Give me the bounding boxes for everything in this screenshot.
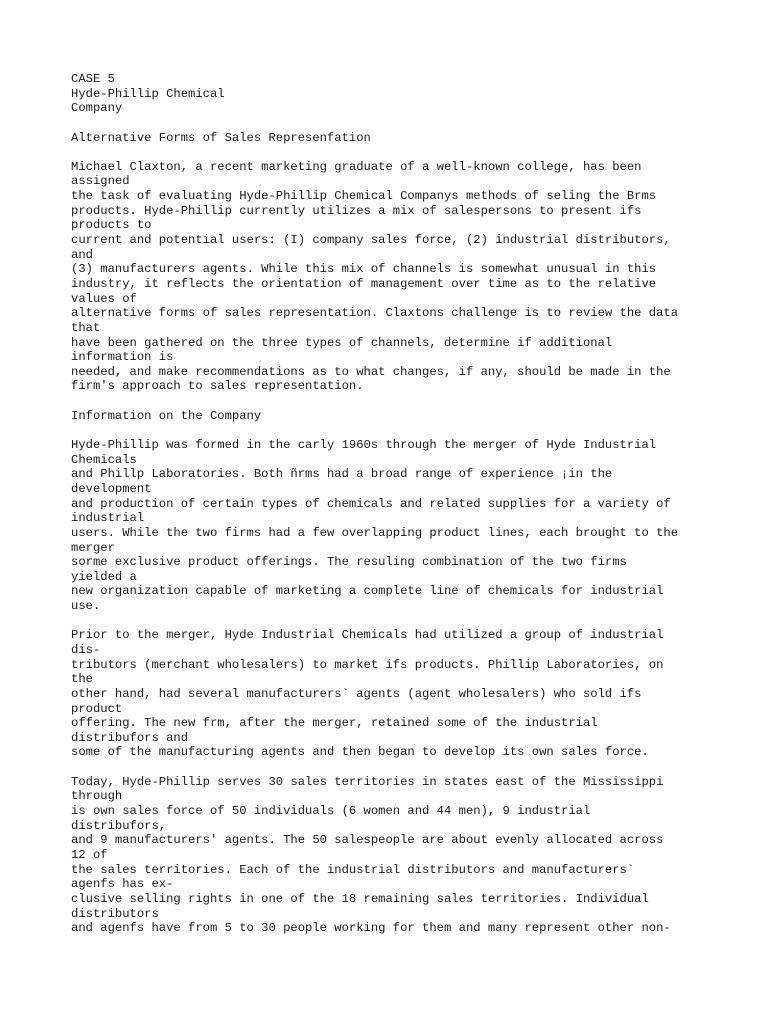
text-line: dis- xyxy=(71,642,101,657)
text-line: and Phillp Laboratories. Both ñrms had a broad range of experience ¡in the xyxy=(71,467,613,482)
text-line: (3) manufacturers agents. While this mix of channels is somewhat unusual in this xyxy=(71,262,657,277)
case-number: CASE 5 xyxy=(71,72,115,86)
text-line: sorme exclusive product offerings. The resuling combination of the two firms xyxy=(71,555,627,570)
text-line: is own sales force of 50 individuals (6 women and 44 men), 9 industrial xyxy=(71,804,591,819)
text-line: development xyxy=(71,481,152,496)
text-line: the task of evaluating Hyde-Phillip Chemical Companys methods of seling the Brms xyxy=(71,189,657,204)
text-line: product xyxy=(71,701,123,716)
text-line: current and potential users: (I) company sales force, (2) industrial distributors, xyxy=(71,233,671,248)
text-line: distribufors and xyxy=(71,730,189,745)
text-line: and agenfs have from 5 to 30 people working for them and many represent other non- xyxy=(71,921,671,936)
text-line: offering. The new frm, after the merger, retained some of the industrial xyxy=(71,716,598,731)
text-line: use. xyxy=(71,599,101,614)
text-line: through xyxy=(71,789,123,804)
text-line: and production of certain types of chemicals and related supplies for a variety of xyxy=(71,496,671,511)
text-line: industrial xyxy=(71,511,145,526)
paragraph-today xyxy=(71,775,731,936)
text-line: Michael Claxton, a recent marketing graduate of a well-known college, has been xyxy=(71,159,642,174)
section-heading-block xyxy=(71,409,731,424)
text-line: assigned xyxy=(71,174,130,189)
text-line: some of the manufacturing agents and then began to develop its own sales force. xyxy=(71,745,649,760)
text-line: needed, and make recommendations as to what changes, if any, should be made in the xyxy=(71,364,671,379)
text-line: tributors (merchant wholesalers) to market ifs products. Phillip Laboratories, on xyxy=(71,657,664,672)
text-line: have been gathered on the three types of channels, determine if additional xyxy=(71,335,613,350)
intro-paragraph xyxy=(71,160,731,394)
text-line: the xyxy=(71,672,93,687)
text-line: yielded a xyxy=(71,569,137,584)
paragraph-prior-merger xyxy=(71,628,731,760)
company-name-line-1: Hyde-Phillip Chemical xyxy=(71,86,225,101)
document-body xyxy=(71,72,731,950)
text-line: other hand, had several manufacturers` agents (agent wholesalers) who sold ifs xyxy=(71,686,642,701)
text-line: new organization capable of marketing a complete line of chemicals for industrial xyxy=(71,584,664,599)
case-subtitle: Alternative Forms of Sales Represenfation xyxy=(71,130,371,145)
text-line: products. Hyde-Phillip currently utilizes a mix of salespersons to present ifs xyxy=(71,203,642,218)
text-line: the sales territories. Each of the industrial distributors and manufacturers` xyxy=(71,862,635,877)
text-line: Today, Hyde-Phillip serves 30 sales territories in states east of the Mississippi xyxy=(71,774,664,789)
text-line: distribufors, xyxy=(71,818,167,833)
text-line: users. While the two firms had a few overlapping product lines, each brought to the xyxy=(71,525,679,540)
text-line: clusive selling rights in one of the 18 remaining sales territories. Individual xyxy=(71,891,649,906)
text-line: and xyxy=(71,247,93,262)
text-line: distributors xyxy=(71,906,159,921)
text-line: alternative forms of sales representation. Claxtons challenge is to review the data xyxy=(71,306,679,321)
case-subtitle-block xyxy=(71,131,731,146)
text-line: values of xyxy=(71,291,137,306)
text-line: industry, it reflects the orientation of management over time as to the relative xyxy=(71,276,657,291)
text-line: information is xyxy=(71,350,174,365)
text-line: merger xyxy=(71,540,115,555)
text-line: products to xyxy=(71,218,152,233)
section-heading: Information on the Company xyxy=(71,408,262,423)
case-header xyxy=(71,72,731,116)
paragraph-formation xyxy=(71,438,731,614)
company-name-line-2: Company xyxy=(71,101,123,116)
text-line: Prior to the merger, Hyde Industrial Chemicals had utilized a group of industrial xyxy=(71,628,664,643)
text-line: Hyde-Phillip was formed in the carly 1960s through the merger of Hyde Industrial xyxy=(71,438,657,453)
text-line: 12 of xyxy=(71,847,108,862)
text-line: and 9 manufacturers' agents. The 50 salespeople are about evenly allocated across xyxy=(71,833,664,848)
text-line: Chemicals xyxy=(71,452,137,467)
text-line: agenfs has ex- xyxy=(71,877,174,892)
text-line: firm's approach to sales representation. xyxy=(71,379,364,394)
text-line: that xyxy=(71,320,101,335)
